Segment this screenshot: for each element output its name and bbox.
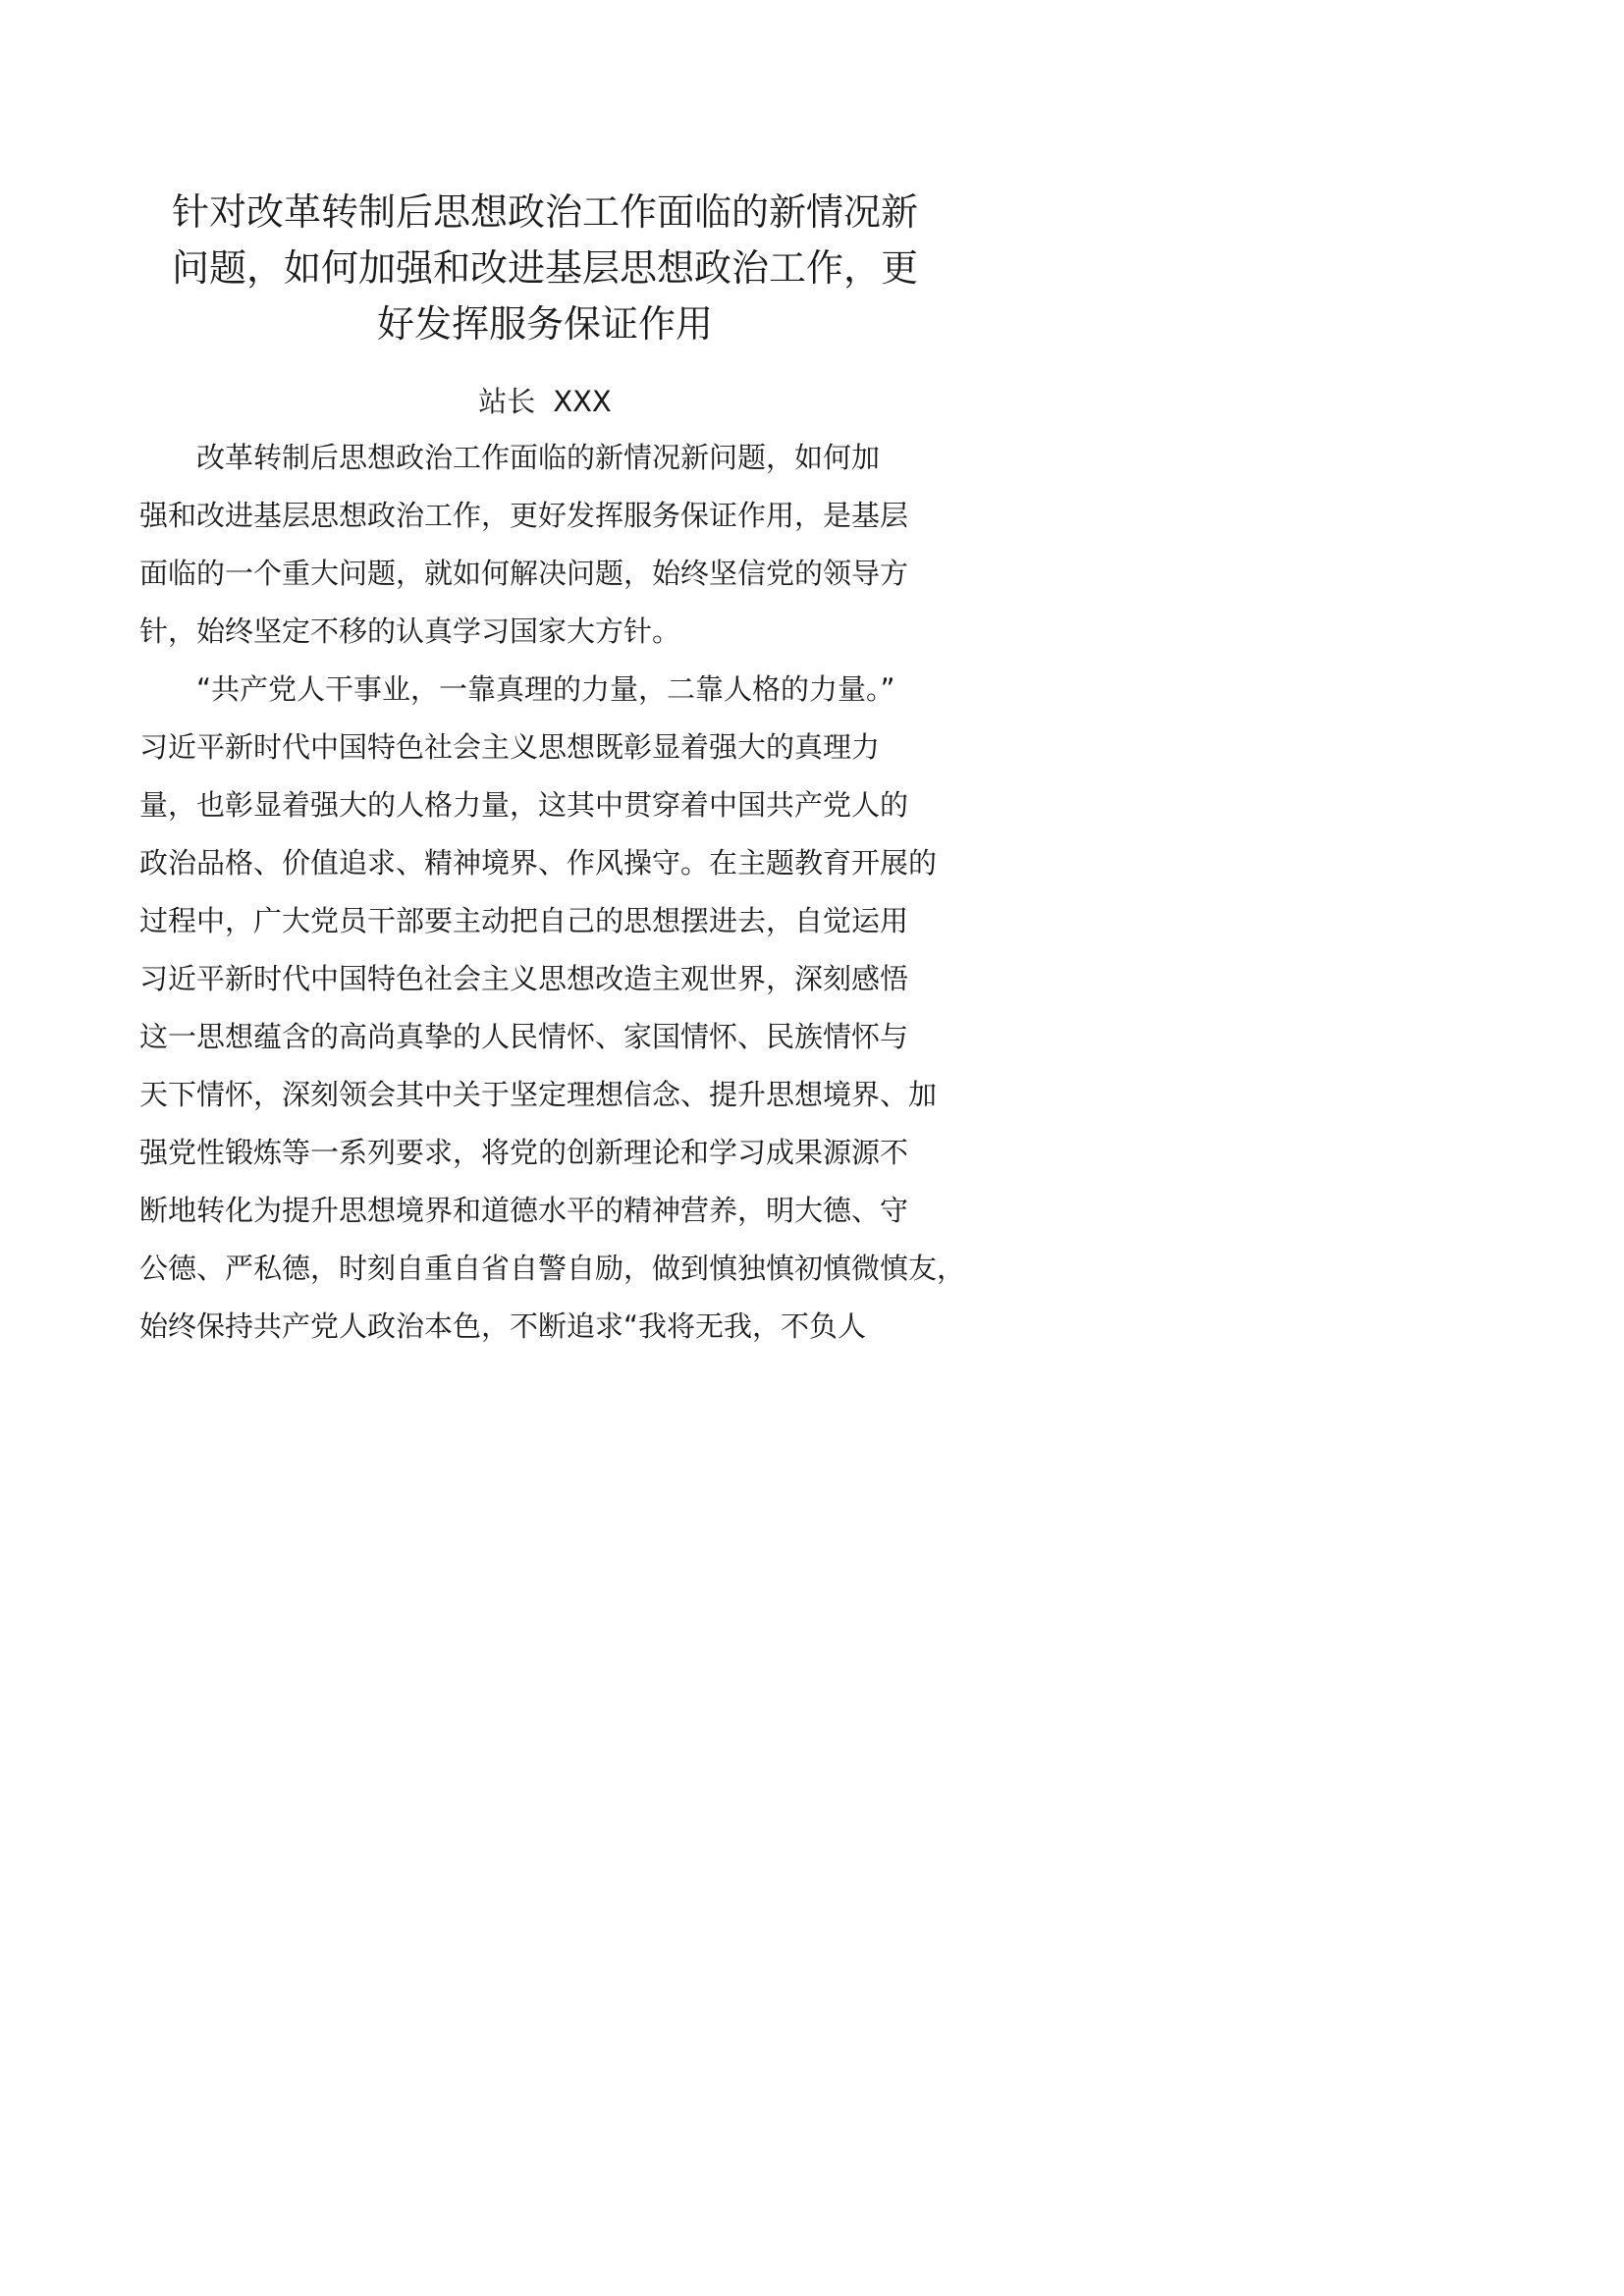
title-line: 好发挥服务保证作用 (376, 302, 713, 346)
author-name: XXX (553, 385, 612, 418)
document-body (139, 429, 966, 1356)
body-line: 习近平新时代中国特色社会主义思想既彰显着强大的真理力 (139, 730, 881, 764)
body-line: 始终保持共产党人政治本色，不断追求“我将无我，不负人 (139, 1309, 867, 1343)
body-line: 断地转化为提升思想境界和道德水平的精神营养，明大德、守 (139, 1194, 909, 1227)
body-line: 过程中，广大党员干部要主动把自己的思想摆进去，自觉运用 (139, 904, 909, 937)
document-page (0, 0, 1080, 1526)
body-line: 强党性锻炼等一系列要求，将党的创新理论和学习成果源源不 (139, 1136, 909, 1169)
body-line: 公德、严私德，时刻自重自省自警自励，做到慎独慎初慎微慎友， (139, 1252, 966, 1285)
body-line: 强和改进基层思想政治工作，更好发挥服务保证作用，是基层 (139, 499, 909, 532)
body-line: 这一思想蕴含的高尚真挚的人民情怀、家国情怀、民族情怀与 (139, 1020, 909, 1053)
body-line: “共产党人干事业，一靠真理的力量，二靠人格的力量。” (139, 672, 895, 706)
title-line: 问题，如何加强和改进基层思想政治工作，更 (171, 246, 918, 290)
document-title (137, 185, 952, 352)
body-line: 针，始终坚定不移的认真学习国家大方针。 (139, 614, 681, 648)
title-line: 针对改革转制后思想政治工作面临的新情况新 (171, 190, 918, 234)
body-line: 习近平新时代中国特色社会主义思想改造主观世界，深刻感悟 (139, 962, 909, 995)
body-line: 天下情怀，深刻领会其中关于坚定理想信念、提升思想境界、加 (139, 1078, 938, 1111)
body-line: 量，也彰显着强大的人格力量，这其中贯穿着中国共产党人的 (139, 788, 909, 822)
author-role: 站长 (478, 385, 536, 418)
body-line: 政治品格、价值追求、精神境界、作风操守。在主题教育开展的 (139, 846, 938, 880)
author-byline (137, 378, 952, 425)
body-line: 面临的一个重大问题，就如何解决问题，始终坚信党的领导方 (139, 557, 909, 590)
body-line: 改革转制后思想政治工作面临的新情况新问题，如何加 (139, 441, 881, 474)
